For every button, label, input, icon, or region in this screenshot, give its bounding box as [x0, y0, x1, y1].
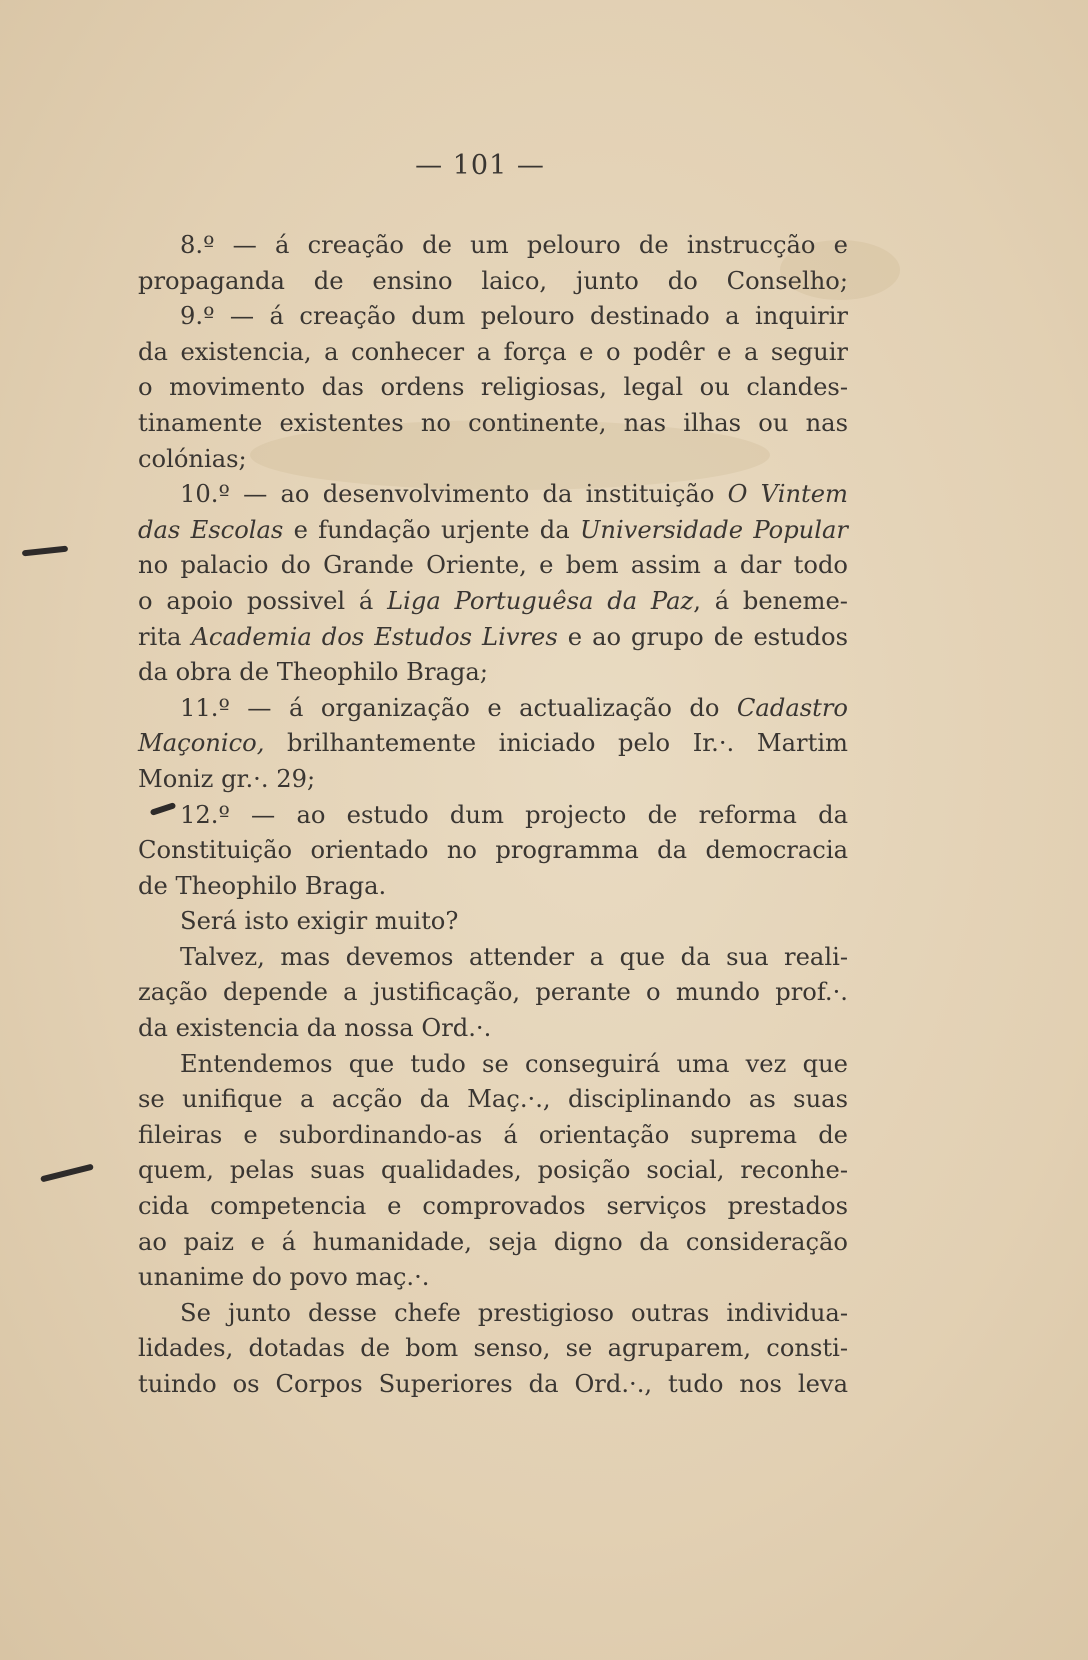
text-line: no palacio do Grande Oriente, e bem assim a dar todo	[138, 551, 848, 580]
italic-title: O Vintem	[727, 480, 848, 509]
text-line: Será isto exigir muito?	[180, 907, 459, 936]
text-line: da obra de Theophilo Braga;	[138, 658, 488, 687]
margin-ink-mark	[22, 546, 68, 557]
text-line: Moniz gr.·. 29;	[138, 764, 316, 793]
text-line: Constituição orientado no programma da democracia	[138, 836, 848, 865]
italic-title: Maçonico,	[138, 729, 265, 758]
text-line: se unifique a acção da Maç.·., disciplinando as suas	[138, 1085, 848, 1114]
text-line: Entendemos que tudo se conseguirá uma vez que	[180, 1049, 848, 1078]
text-line: ao paiz e á humanidade, seja digno da consideração	[138, 1227, 848, 1256]
page-number: — 101 —	[415, 150, 545, 181]
text-line: lidades, dotadas de bom senso, se agruparem, consti-	[138, 1334, 848, 1363]
text-line: 12.º — ao estudo dum projecto de reforma da	[180, 800, 848, 829]
text-line: 9.º — á creação dum pelouro destinado a inquirir	[180, 302, 848, 331]
text-line: colónias;	[138, 444, 247, 473]
italic-title: das Escolas	[138, 515, 284, 544]
margin-ink-mark	[40, 1164, 94, 1183]
text-line: 10.º — ao desenvolvimento da instituição O Vintem	[180, 480, 848, 509]
text-line: Maçonico, brilhantemente iniciado pelo Ir.·. Martim	[138, 729, 848, 758]
text-line: de Theophilo Braga.	[138, 871, 387, 900]
text-line: cida competencia e comprovados serviços prestados	[138, 1192, 848, 1221]
text-line: tuindo os Corpos Superiores da Ord.·., tudo nos leva	[138, 1370, 848, 1398]
text-line: zação depende a justificação, perante o mundo prof.·.	[138, 978, 848, 1007]
body-text	[138, 228, 848, 1403]
text-line: rita Academia dos Estudos Livres e ao grupo de estudos	[138, 622, 848, 651]
text-line: das Escolas e fundação urjente da Universidade Popular	[138, 515, 848, 544]
text-line: propaganda de ensino laico, junto do Conselho;	[138, 266, 848, 295]
text-line: 11.º — á organização e actualização do Cadastro	[180, 693, 848, 722]
text-line: da existencia, a conhecer a força e o podêr e a seguir	[138, 337, 848, 366]
text-line: unanime do povo maç.·.	[138, 1263, 430, 1292]
text-line: 8.º — á creação de um pelouro de instrucção e	[180, 231, 848, 259]
text-line: tinamente existentes no continente, nas ilhas ou nas	[138, 408, 848, 437]
italic-title: Universidade Popular	[579, 515, 848, 544]
text-line: o apoio possivel á Liga Portuguêsa da Paz, á beneme-	[138, 586, 848, 615]
text-line: Se junto desse chefe prestigioso outras individua-	[180, 1298, 848, 1327]
italic-title: Liga Portuguêsa da Paz	[387, 586, 694, 615]
text-line: fileiras e subordinando-as á orientação suprema de	[138, 1120, 848, 1149]
text-line: Talvez, mas devemos attender a que da sua reali-	[180, 942, 848, 971]
text-line: quem, pelas suas qualidades, posição social, reconhe-	[138, 1156, 848, 1185]
text-line: da existencia da nossa Ord.·.	[138, 1014, 492, 1043]
italic-title: Academia dos Estudos Livres	[191, 622, 558, 651]
text-line: o movimento das ordens religiosas, legal ou clandes-	[138, 373, 848, 402]
italic-title: Cadastro	[736, 693, 848, 722]
